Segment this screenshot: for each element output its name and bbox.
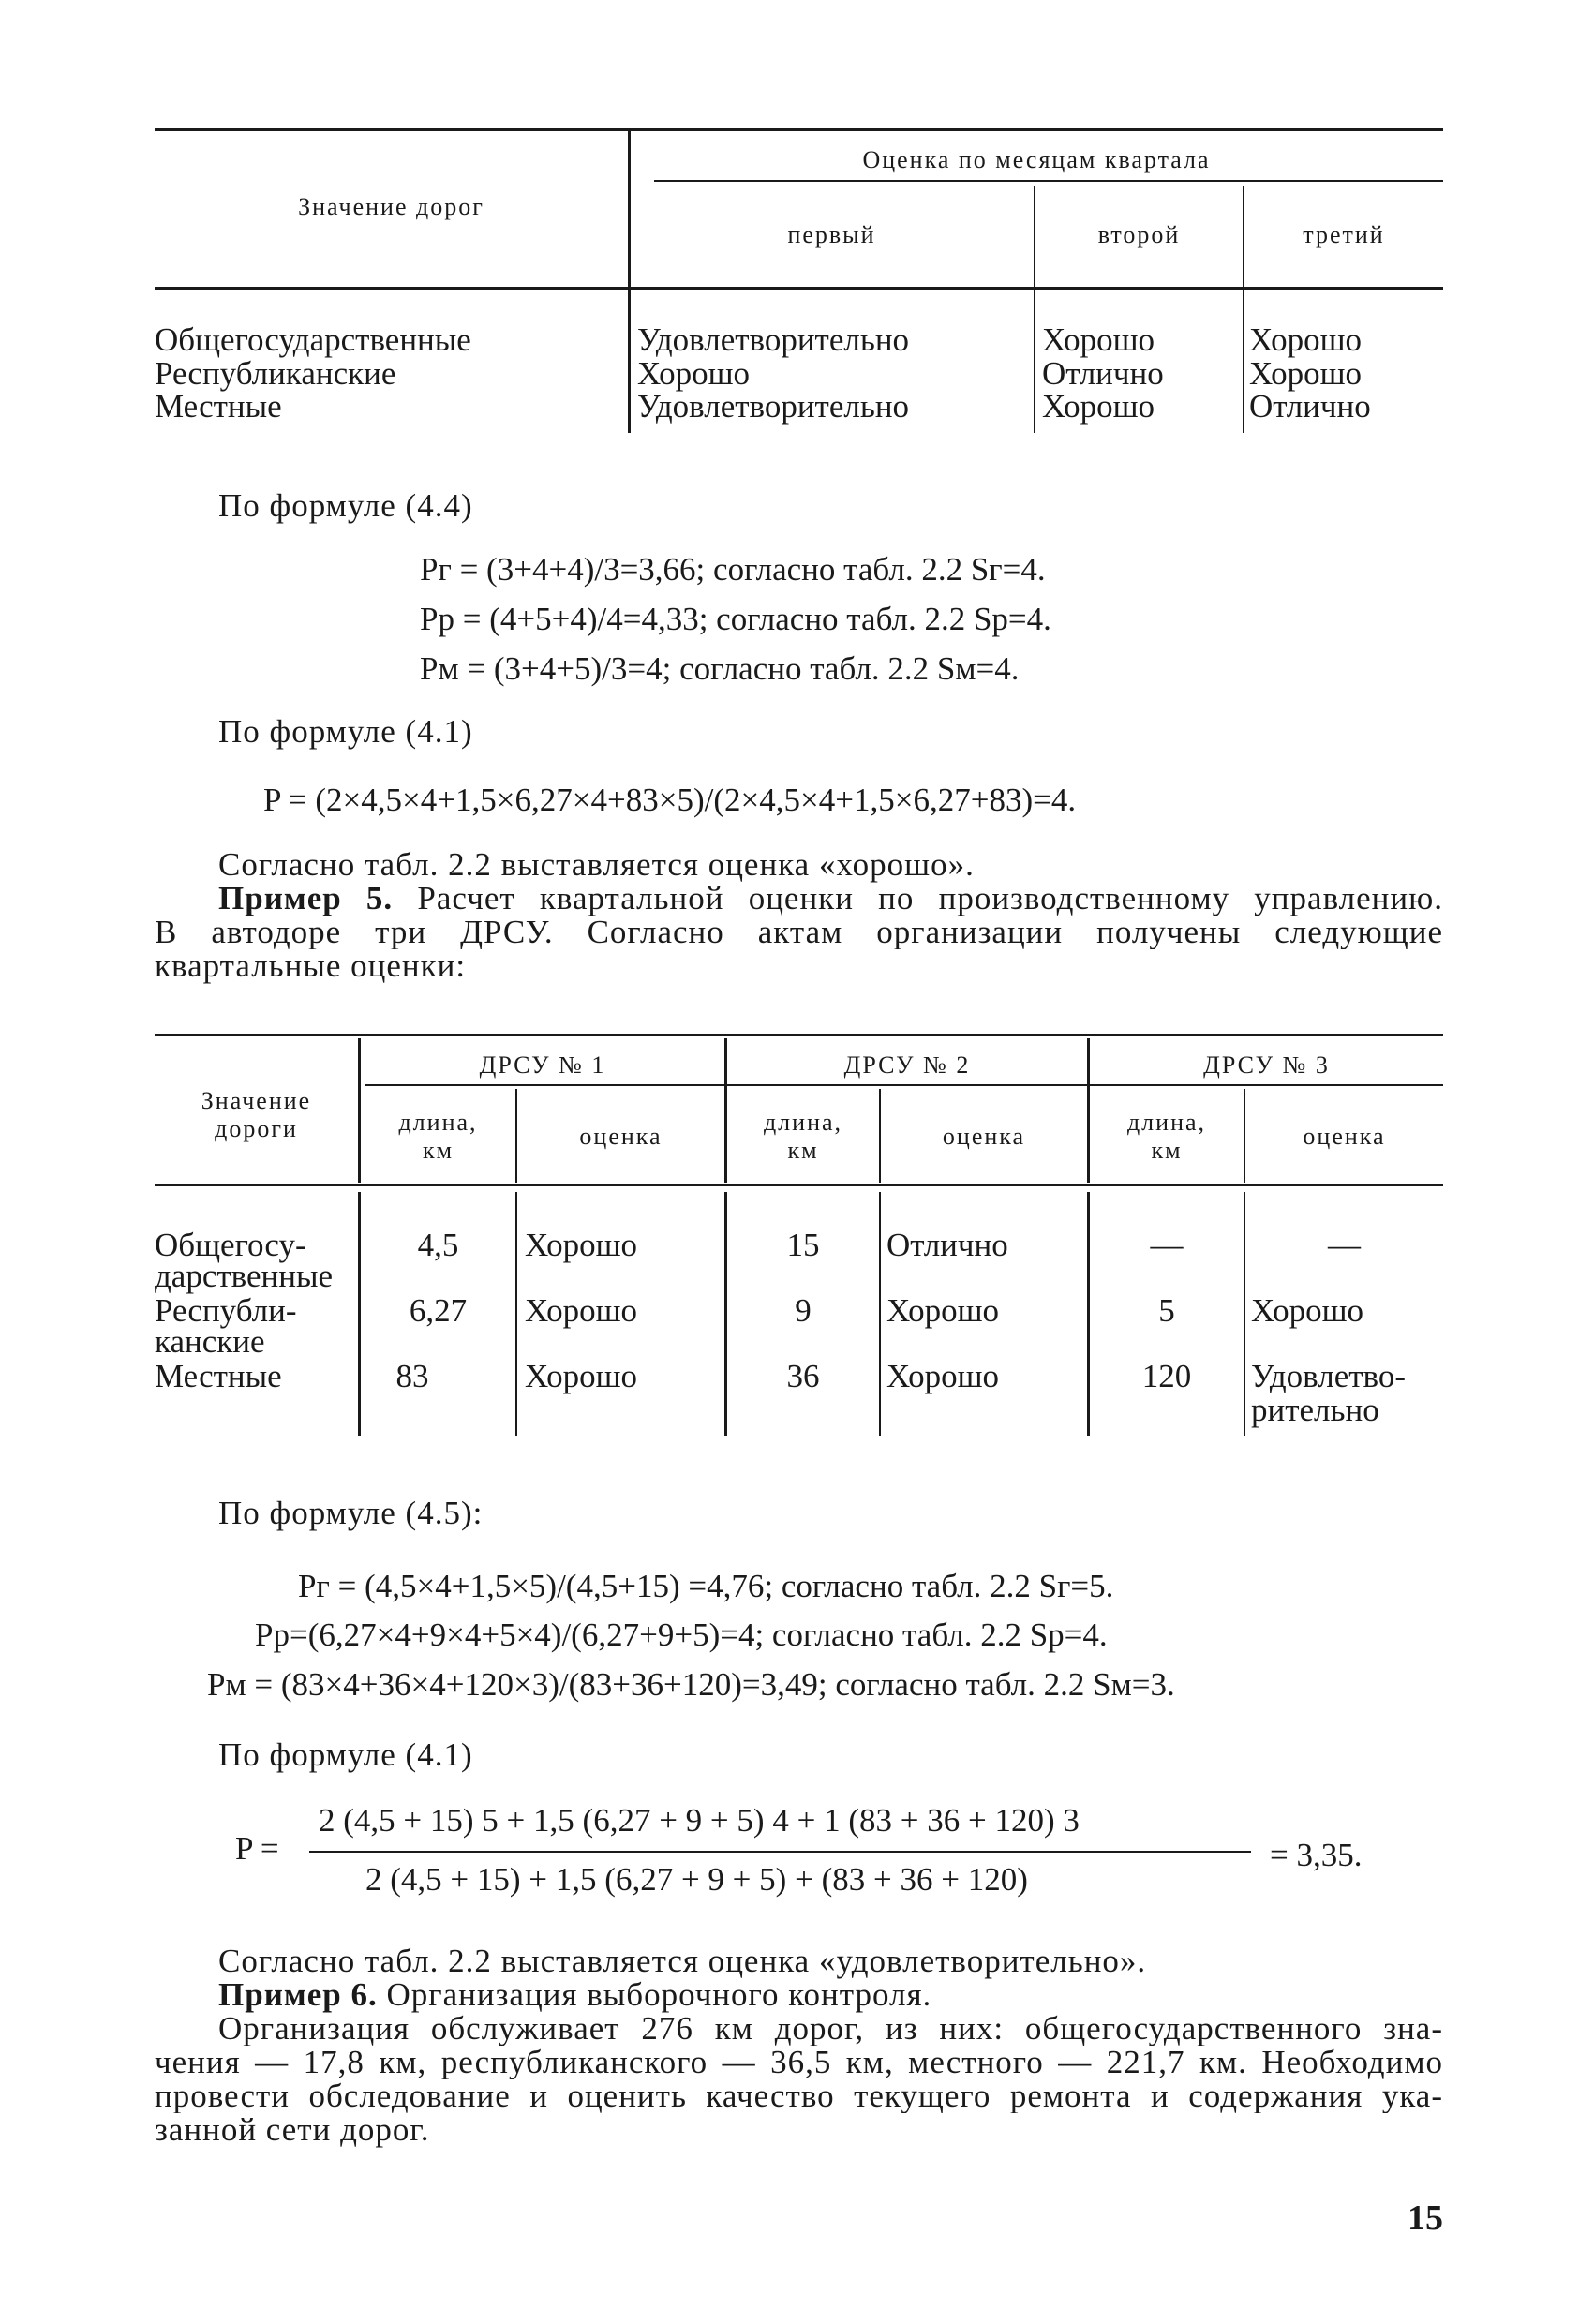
table2-cell-length: 120	[1141, 1358, 1192, 1394]
table1-cell-m2: Хорошо	[1042, 388, 1155, 425]
table1-cell-m3: Хорошо	[1249, 355, 1363, 392]
table1-cell-m2: Хорошо	[1042, 321, 1155, 358]
table2-header-road	[155, 1087, 358, 1143]
table2-cell-grade: Хорошо	[886, 1358, 1000, 1394]
table2-header-drsu-1: ДРСУ № 1	[479, 1051, 606, 1079]
table1-cell-m1: Хорошо	[637, 355, 751, 392]
fraction-lhs: P =	[235, 1830, 279, 1867]
table2-header-grade: оценка	[942, 1123, 1026, 1150]
example-6-line	[218, 1978, 1443, 2012]
table2-header-road-line: Значение	[201, 1087, 312, 1114]
table2-header-length-line: длина,	[398, 1109, 478, 1136]
table2-header-road-line: дороги	[215, 1115, 298, 1142]
table1-cell-road: Республиканские	[155, 355, 396, 392]
table2-header-length	[361, 1109, 515, 1165]
example-6-body	[155, 2012, 1443, 2147]
table2-cell-length: 9	[795, 1292, 812, 1329]
table2-cell-grade: Удовлетво-	[1251, 1358, 1406, 1394]
table2-col-divider	[515, 1192, 517, 1436]
table2-cell-length: —	[1150, 1227, 1184, 1263]
formula-pm-2: Pм = (83×4+36×4+120×3)/(83+36+120)=3,49; согласно табл. 2.2 Sм=3.	[207, 1666, 1175, 1703]
table1-header-group: Оценка по месяцам квартала	[862, 146, 1211, 173]
table2-header-length	[727, 1109, 879, 1165]
table1-header-month-2: второй	[1097, 221, 1181, 248]
formula-pr-2: Pр=(6,27×4+9×4+5×4)/(6,27+9+5)=4; согласно табл. 2.2 Sр=4.	[255, 1616, 1108, 1653]
table2-header-length-line: длина,	[763, 1109, 843, 1136]
table1-header-month-3: третий	[1303, 221, 1385, 248]
table2-header-length-line: длина,	[1126, 1109, 1207, 1136]
table2-cell-grade: —	[1328, 1227, 1361, 1263]
table2-cell-grade: рительно	[1251, 1392, 1379, 1428]
table2-cell-length: 83	[395, 1358, 429, 1394]
table2-cell-grade: Хорошо	[525, 1227, 638, 1263]
example-6-line: занной сети дорог.	[155, 2111, 430, 2148]
fraction-rhs: = 3,35.	[1270, 1837, 1363, 1873]
table1-col-divider	[628, 131, 631, 433]
example-6-line: чения — 17,8 км, республиканского — 36,5 км, местного — 221,7 км. Необходимо	[155, 2046, 1443, 2079]
by-formula-44: По формуле (4.4)	[218, 487, 473, 524]
fraction-numerator: 2 (4,5 + 15) 5 + 1,5 (6,27 + 9 + 5) 4 + 1 (83 + 36 + 120) 3	[319, 1802, 1080, 1839]
table2-top-rule	[155, 1034, 1443, 1036]
example-5-text: Расчет квартальной оценки по производственному управлению.	[417, 882, 1443, 916]
formula-p-1: P = (2×4,5×4+1,5×6,27×4+83×5)/(2×4,5×4+1,5×6,27+83)=4.	[263, 782, 1077, 818]
table2-cell-length: 4,5	[417, 1227, 459, 1263]
table2-group-rule	[365, 1084, 1443, 1086]
example-6-paragraph	[218, 1978, 1443, 2012]
table1-cell-m1: Удовлетворительно	[637, 388, 910, 425]
table2-cell-road: канские	[155, 1323, 265, 1360]
table2-header-grade: оценка	[579, 1123, 663, 1150]
table2-cell-grade: Хорошо	[886, 1292, 1000, 1329]
by-formula-45: По формуле (4.5):	[218, 1495, 484, 1531]
table2-header-length	[1090, 1109, 1244, 1165]
table1-cell-road: Общегосударственные	[155, 321, 471, 358]
table2-cell-grade: Хорошо	[1251, 1292, 1364, 1329]
table1-cell-road: Местные	[155, 388, 282, 425]
table2-header-drsu-2: ДРСУ № 2	[843, 1051, 971, 1079]
table2-cell-grade: Хорошо	[525, 1358, 638, 1394]
conclusion-2: Согласно табл. 2.2 выставляется оценка «удовлетворительно».	[218, 1943, 1147, 1979]
table2-col-divider	[879, 1192, 881, 1436]
fraction-denominator: 2 (4,5 + 15) + 1,5 (6,27 + 9 + 5) + (83 + 36 + 120)	[365, 1861, 1028, 1898]
table2-cell-grade: Хорошо	[525, 1292, 638, 1329]
table2-cell-road: Местные	[155, 1358, 282, 1394]
table2-cell-length: 6,27	[409, 1292, 468, 1329]
table1-group-rule	[654, 180, 1443, 182]
table2-cell-length: 15	[786, 1227, 820, 1263]
table1-cell-m1: Удовлетворительно	[637, 321, 910, 358]
page-number: 15	[1408, 2198, 1443, 2238]
table2-cell-length: 36	[786, 1358, 820, 1394]
table1-cell-m3: Отлично	[1249, 388, 1371, 425]
example-6-label: Пример 6.	[218, 1976, 378, 2013]
table1-top-rule	[155, 128, 1443, 131]
table2-header-grade: оценка	[1303, 1123, 1386, 1150]
by-formula-41-second: По формуле (4.1)	[218, 1736, 473, 1773]
formula-pg-1: Pг = (3+4+4)/3=3,66; согласно табл. 2.2 Sг=4.	[420, 551, 1046, 588]
table2-header-drsu-3: ДРСУ № 3	[1203, 1051, 1330, 1079]
table2-cell-road: дарственные	[155, 1258, 334, 1294]
example-5-line: В автодоре три ДРСУ. Согласно актам организации получены следующие	[155, 916, 1443, 949]
table2-header-length-line: км	[422, 1137, 454, 1164]
fraction-bar	[309, 1851, 1251, 1853]
table2-header-length-line: км	[1151, 1137, 1183, 1164]
example-5-label: Пример 5.	[218, 882, 394, 916]
table2-cell-grade: Отлично	[886, 1227, 1008, 1263]
table2-cell-road: Республи-	[155, 1292, 297, 1329]
example-6-title: Организация выборочного контроля.	[386, 1976, 932, 2013]
table2-header-rule	[155, 1184, 1443, 1186]
example-6-line: Организация обслуживает 276 км дорог, из них: общегосударственного зна-	[218, 2012, 1443, 2046]
example-5-paragraph	[155, 882, 1443, 983]
by-formula-41: По формуле (4.1)	[218, 713, 473, 750]
formula-pg-2: Pг = (4,5×4+1,5×5)/(4,5+15) =4,76; согласно табл. 2.2 Sг=5.	[298, 1568, 1114, 1604]
example-5-line: квартальные оценки:	[155, 947, 467, 984]
example-6-line: провести обследование и оценить качество текущего ремонта и содержания ука-	[155, 2079, 1443, 2113]
table2-header-length-line: км	[787, 1137, 819, 1164]
conclusion-1: Согласно табл. 2.2 выставляется оценка «хорошо».	[218, 846, 975, 883]
formula-pr-1: Pр = (4+5+4)/4=4,33; согласно табл. 2.2 Sр=4.	[420, 601, 1051, 637]
example-5-line	[155, 882, 1443, 916]
table1-header-road: Значение дорог	[298, 193, 484, 220]
table1-cell-m2: Отлично	[1042, 355, 1164, 392]
table1-cell-m3: Хорошо	[1249, 321, 1363, 358]
table2-cell-length: 5	[1158, 1292, 1175, 1329]
table1-header-month-1: первый	[787, 221, 876, 248]
table2-cell-road: Общегосу-	[155, 1227, 306, 1263]
formula-pm-1: Pм = (3+4+5)/3=4; согласно табл. 2.2 Sм=4.	[420, 650, 1020, 687]
table1-header-rule	[155, 287, 1443, 290]
